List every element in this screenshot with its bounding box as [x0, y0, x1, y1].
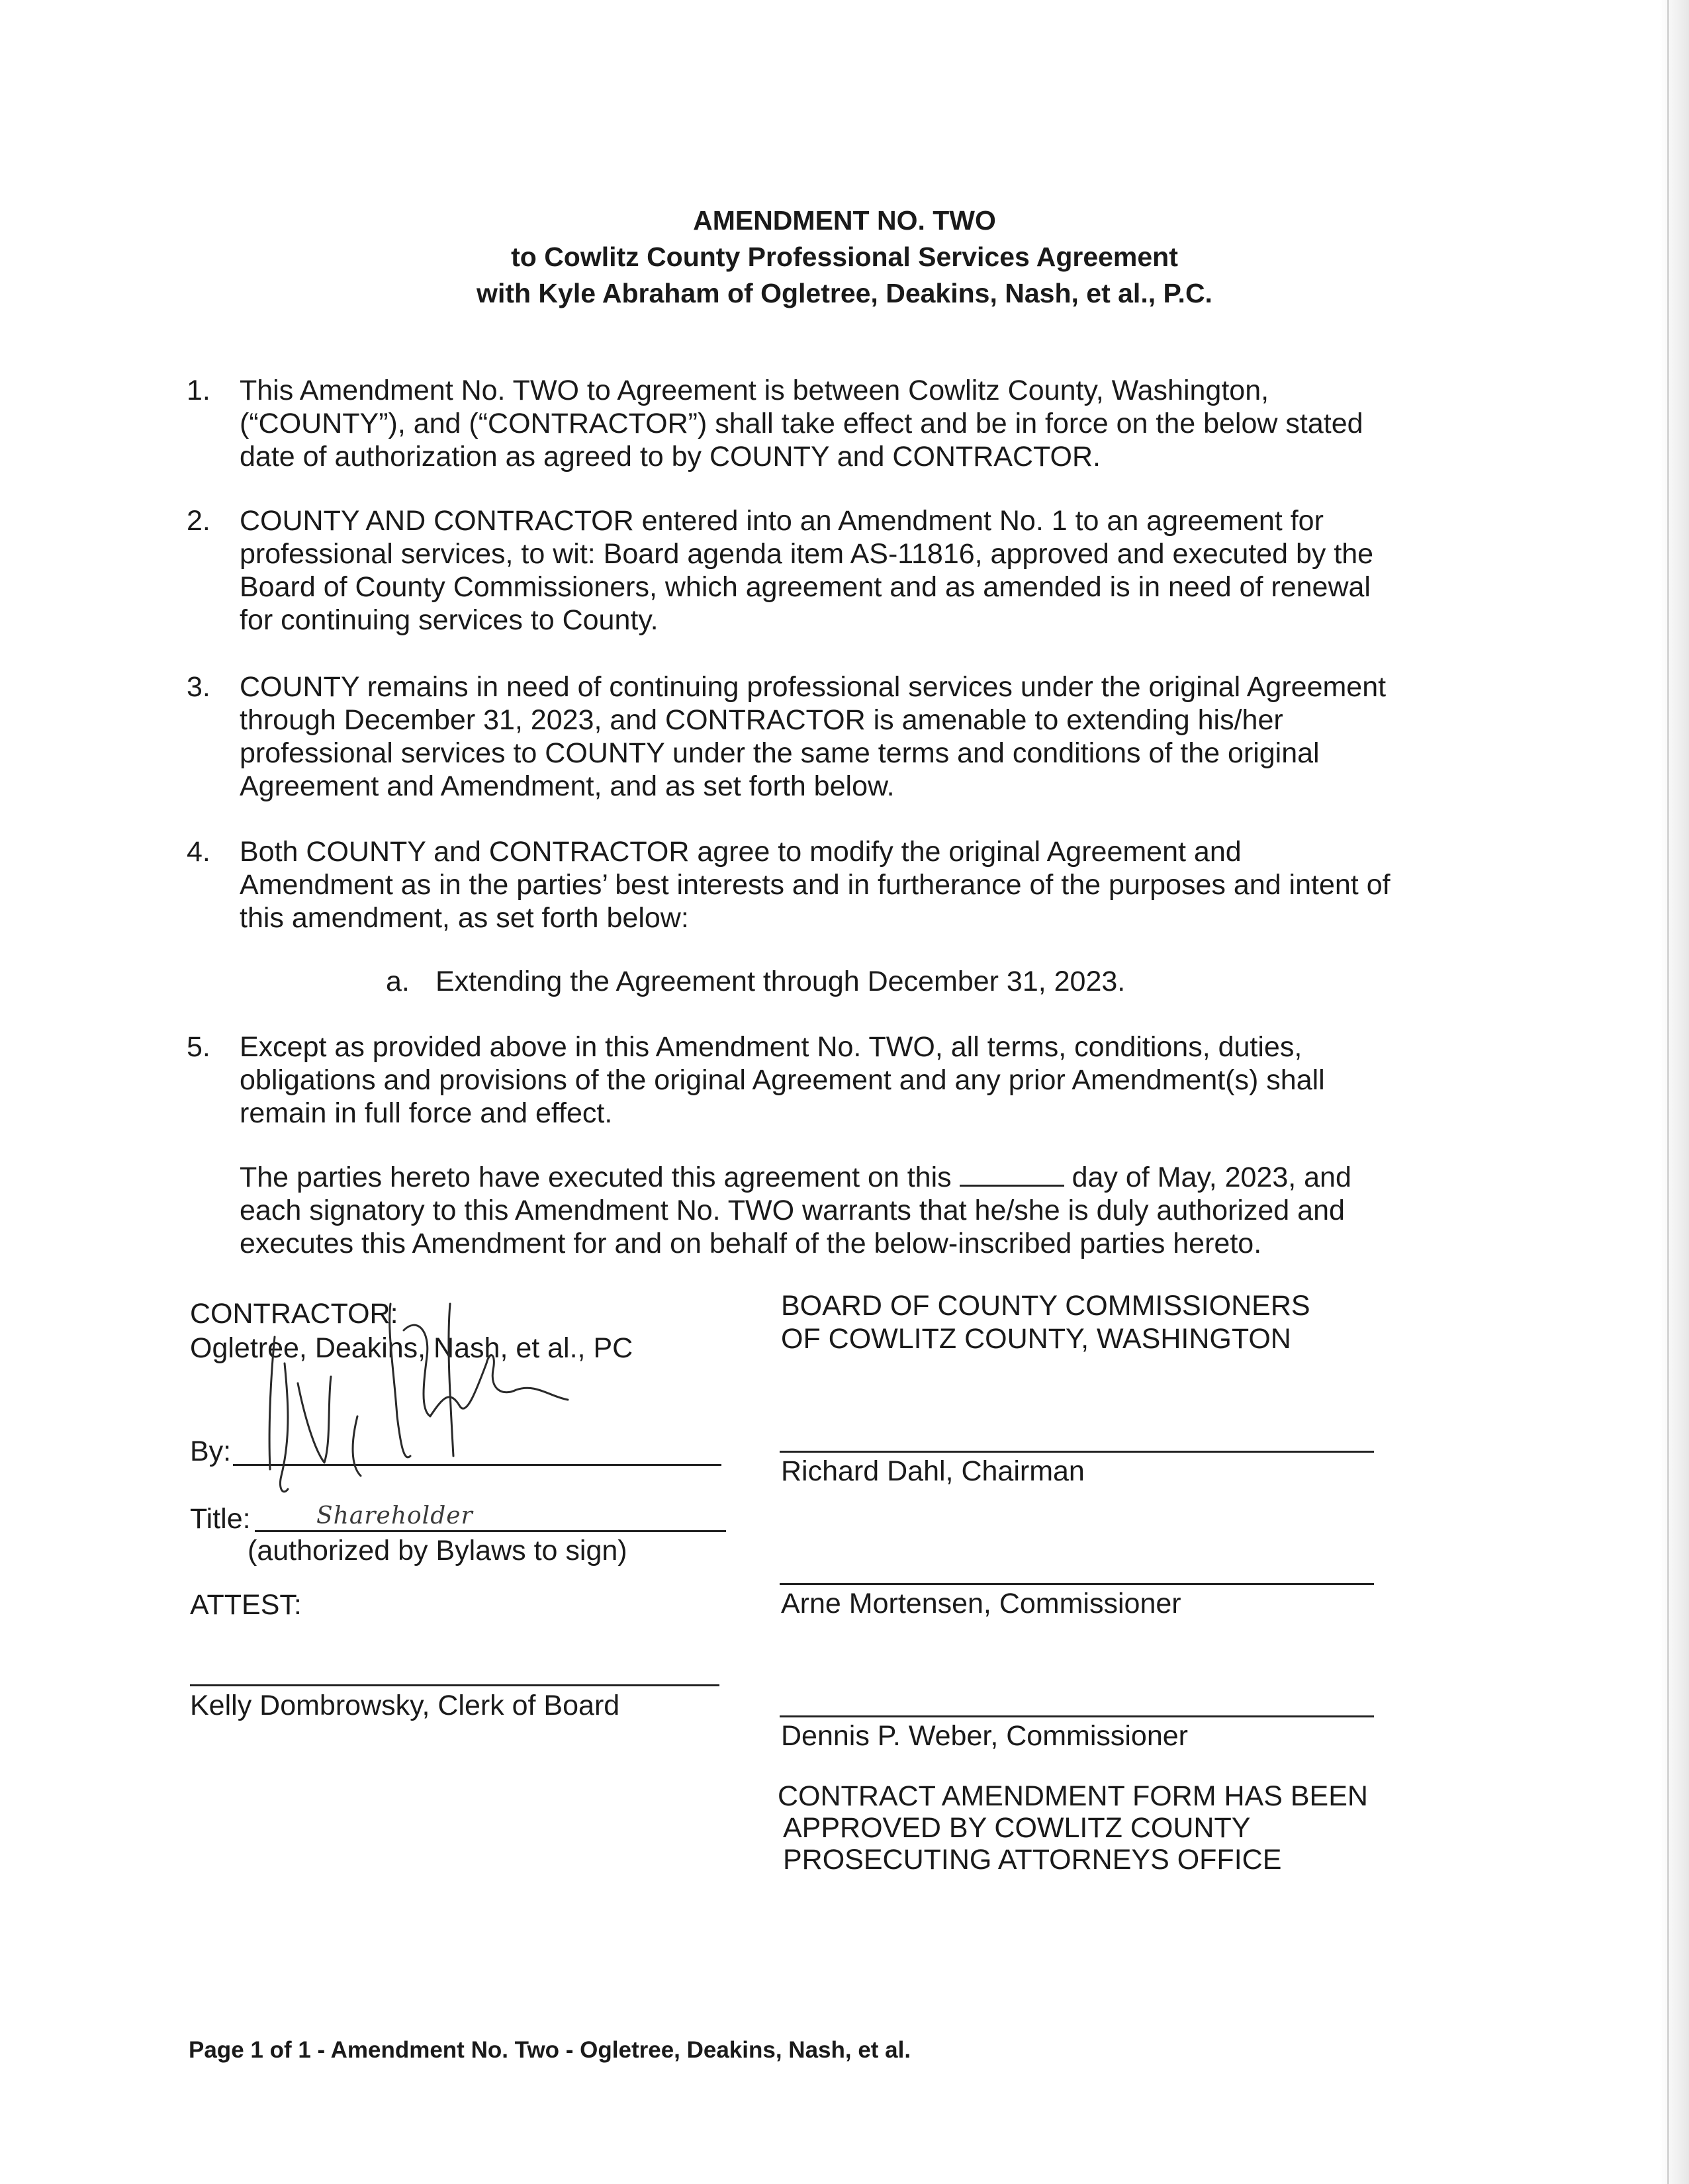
- board-heading-1: BOARD OF COUNTY COMMISSIONERS: [781, 1290, 1310, 1322]
- approval-line-1: CONTRACT AMENDMENT FORM HAS BEEN: [778, 1780, 1368, 1812]
- chairman-signature-line[interactable]: [780, 1451, 1374, 1453]
- clause-line: for continuing services to County.: [240, 604, 659, 636]
- clause-line: COUNTY AND CONTRACTOR entered into an Amendment No. 1 to an agreement for: [240, 505, 1324, 537]
- scan-edge-shadow: [1660, 0, 1689, 2184]
- day-blank-field[interactable]: [960, 1161, 1064, 1187]
- clause-text: [240, 670, 1484, 803]
- approval-stamp: [778, 1780, 1368, 1876]
- clause-line: obligations and provisions of the original Agreement and any prior Amendment(s) shall: [240, 1064, 1325, 1096]
- title-handwritten-value: Shareholder: [316, 1502, 473, 1529]
- signer-chairman: Richard Dahl, Chairman: [781, 1455, 1085, 1487]
- clause-line: remain in full force and effect.: [240, 1097, 613, 1129]
- board-heading-2: OF COWLITZ COUNTY, WASHINGTON: [781, 1323, 1291, 1355]
- subitem-text: Extending the Agreement through December 31, 2023.: [435, 966, 1126, 997]
- title-label: Title:: [190, 1503, 251, 1535]
- subitem-letter: a.: [386, 966, 410, 997]
- attest-label: ATTEST:: [190, 1589, 302, 1621]
- clause-line: professional services to COUNTY under the same terms and conditions of the original: [240, 737, 1320, 769]
- clause-text: [240, 1030, 1484, 1130]
- contractor-firm: Ogletree, Deakins, Nash, et al., PC: [190, 1332, 633, 1364]
- title-line-3: with Kyle Abraham of Ogletree, Deakins, Nash, et al., P.C.: [477, 278, 1212, 308]
- execution-line-1: [240, 1161, 1351, 1194]
- clause-number: 3.: [187, 671, 210, 703]
- execution-text-after: day of May, 2023, and: [1072, 1161, 1351, 1193]
- execution-paragraph: [240, 1161, 1351, 1260]
- approval-line-3: PROSECUTING ATTORNEYS OFFICE: [783, 1844, 1282, 1876]
- clause-number: 1.: [187, 375, 210, 406]
- subitem-a: [386, 965, 1125, 998]
- clause-text: [240, 374, 1484, 473]
- clause-line: Both COUNTY and CONTRACTOR agree to modify the original Agreement and: [240, 836, 1242, 868]
- contractor-signature: [251, 1291, 609, 1516]
- signer-commissioner-1: Arne Mortensen, Commissioner: [781, 1588, 1181, 1619]
- clause-line: Amendment as in the parties’ best interests and in furtherance of the purposes and intent of: [240, 869, 1391, 901]
- clause-line: professional services, to wit: Board agenda item AS-11816, approved and executed by the: [240, 538, 1374, 570]
- clause-line: (“COUNTY”), and (“CONTRACTOR”) shall take effect and be in force on the below stated: [240, 408, 1363, 439]
- clause-line: this amendment, as set forth below:: [240, 902, 689, 934]
- commissioner-1-signature-line[interactable]: [780, 1583, 1374, 1585]
- execution-text-before: The parties hereto have executed this agreement on this: [240, 1161, 952, 1193]
- scan-edge-line: [1667, 0, 1669, 2184]
- clause-text: [240, 835, 1484, 934]
- clause-line: Agreement and Amendment, and as set forth below.: [240, 770, 895, 802]
- clause-number: 4.: [187, 836, 210, 868]
- clause-line: COUNTY remains in need of continuing professional services under the original Agreement: [240, 671, 1387, 703]
- clause-line: This Amendment No. TWO to Agreement is between Cowlitz County, Washington,: [240, 375, 1269, 406]
- clause-number: 2.: [187, 505, 210, 537]
- clause-line: date of authorization as agreed to by COUNTY and CONTRACTOR.: [240, 441, 1101, 473]
- by-label: By:: [190, 1435, 232, 1467]
- clause-line: Except as provided above in this Amendment No. TWO, all terms, conditions, duties,: [240, 1031, 1302, 1063]
- title-line-1: AMENDMENT NO. TWO: [693, 205, 996, 236]
- clause-line: Board of County Commissioners, which agreement and as amended is in need of renewal: [240, 571, 1371, 603]
- commissioner-2-signature-line[interactable]: [780, 1715, 1374, 1717]
- title-line-2: to Cowlitz County Professional Services Agreement: [511, 242, 1178, 272]
- authorized-note: (authorized by Bylaws to sign): [248, 1535, 627, 1567]
- signer-commissioner-2: Dennis P. Weber, Commissioner: [781, 1720, 1188, 1752]
- execution-line-2: each signatory to this Amendment No. TWO warrants that he/she is duly authorized and: [240, 1195, 1345, 1226]
- page-footer: Page 1 of 1 - Amendment No. Two - Ogletree, Deakins, Nash, et al.: [189, 2037, 911, 2063]
- execution-line-3: executes this Amendment for and on behalf of the below-inscribed parties hereto.: [240, 1228, 1262, 1259]
- clause-text: [240, 504, 1484, 637]
- document-title: [0, 203, 1689, 312]
- attest-signature-line[interactable]: [190, 1684, 719, 1686]
- attest-name: Kelly Dombrowsky, Clerk of Board: [190, 1690, 620, 1721]
- contractor-heading: CONTRACTOR:: [190, 1298, 398, 1330]
- approval-line-2: APPROVED BY COWLITZ COUNTY: [783, 1812, 1251, 1844]
- clause-number: 5.: [187, 1031, 210, 1063]
- clause-line: through December 31, 2023, and CONTRACTOR is amenable to extending his/her: [240, 704, 1283, 736]
